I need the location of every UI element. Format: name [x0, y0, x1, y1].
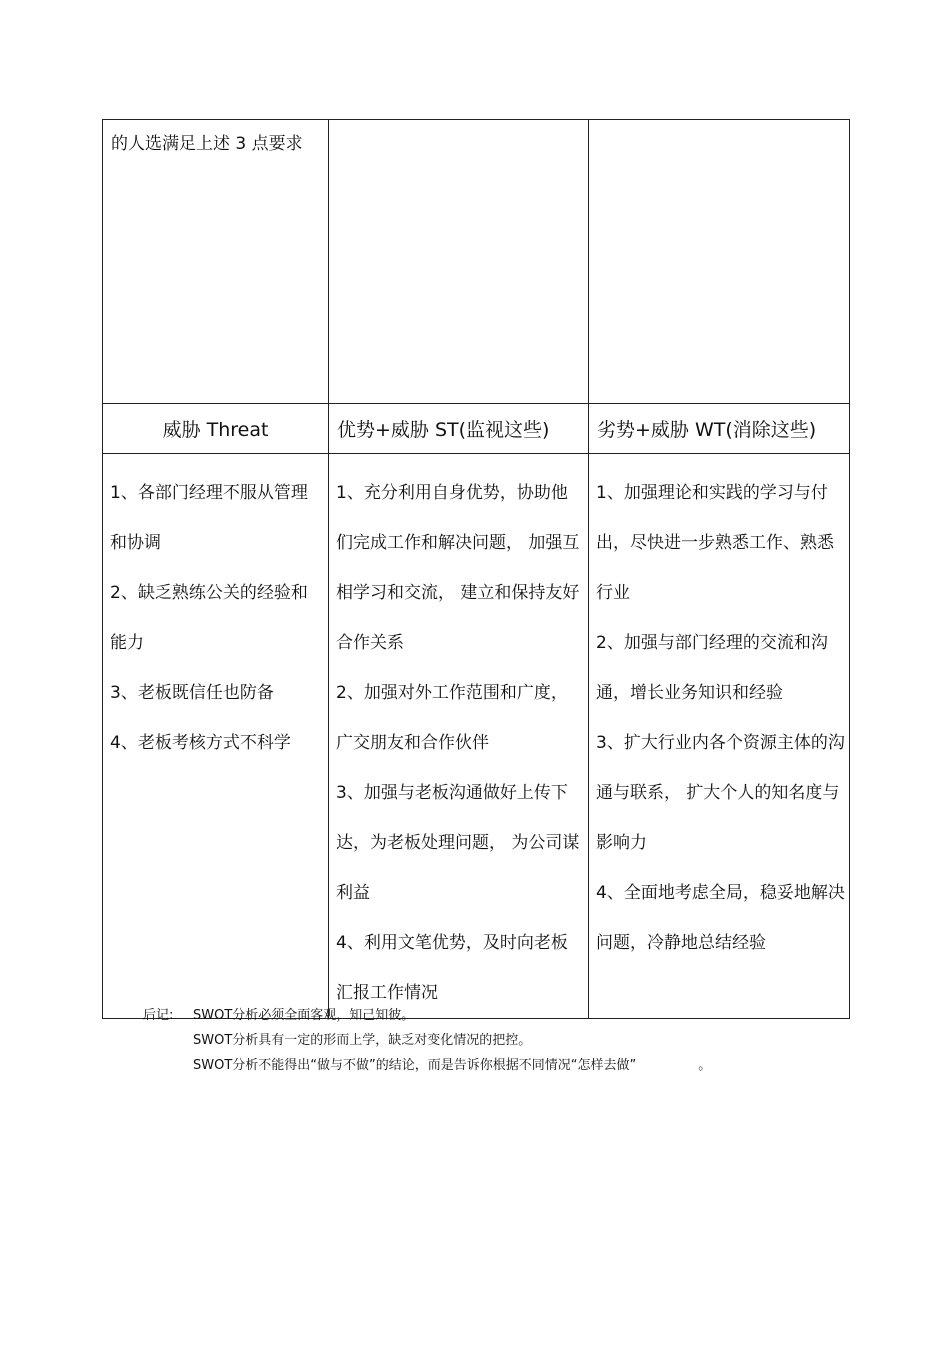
cell-top-col1: [103, 120, 329, 404]
table-header-row: [103, 404, 850, 454]
st-list: [329, 454, 588, 1018]
list-item: 3、加强与老板沟通做好上传下达，为老板处理问题， 为公司谋利益: [336, 783, 580, 903]
list-item: 1、各部门经理不服从管理和协调: [110, 483, 308, 553]
note-text: SWOT分析必须全面客观，知己知彼。: [193, 1008, 415, 1023]
list-item: 4、老板考核方式不科学: [110, 733, 291, 753]
note-line: [143, 1028, 711, 1053]
list-item: 2、加强与部门经理的交流和沟通，增长业务知识和经验: [596, 633, 828, 703]
continuation-text-col3: [589, 120, 849, 132]
wt-list: [589, 454, 849, 968]
list-item: 2、加强对外工作范围和广度，广交朋友和合作伙伴: [336, 683, 568, 753]
threats-list: [103, 454, 328, 768]
list-item: 3、老板既信任也防备: [110, 683, 274, 703]
note-line: [143, 1053, 711, 1078]
header-wt: 劣势+威胁 WT(消除这些): [597, 419, 817, 441]
header-threat: 威胁 Threat: [162, 419, 269, 441]
cell-top-col2: [329, 120, 589, 404]
wt-cell: [589, 454, 850, 1019]
table-body-row: [103, 454, 850, 1019]
header-cell-st: [329, 404, 589, 454]
cell-top-col3: [589, 120, 850, 404]
note-label-spacer: [143, 1053, 193, 1078]
note-text: SWOT分析不能得出“做与不做”的结论，而是告诉你根据不同情况“怎样去做”: [193, 1058, 637, 1073]
list-item: 2、缺乏熟练公关的经验和能力: [110, 583, 308, 653]
postscript-notes: [143, 1003, 711, 1078]
header-cell-wt: [589, 404, 850, 454]
list-item: 1、加强理论和实践的学习与付出，尽快进一步熟悉工作、熟悉行业: [596, 483, 834, 603]
note-text: SWOT分析具有一定的形而上学，缺乏对变化情况的把控。: [193, 1033, 532, 1048]
list-item: 3、扩大行业内各个资源主体的沟通与联系， 扩大个人的知名度与影响力: [596, 733, 845, 853]
note-line: [143, 1003, 711, 1028]
st-cell: [329, 454, 589, 1019]
list-item: 4、全面地考虑全局，稳妥地解决问题，冷静地总结经验: [596, 883, 845, 953]
continuation-text-col2: [329, 120, 588, 132]
table-row-continuation: [103, 120, 850, 404]
note-label: 后记:: [143, 1008, 174, 1023]
list-item: 4、利用文笔优势，及时向老板汇报工作情况: [336, 933, 568, 1003]
header-st: 优势+威胁 ST(监视这些): [337, 419, 550, 441]
note-period: 。: [698, 1058, 712, 1073]
threats-cell: [103, 454, 329, 1019]
continuation-text: 的人选满足上述 3 点要求: [111, 134, 303, 154]
note-label-spacer: [143, 1028, 193, 1053]
swot-table: [102, 119, 850, 1019]
list-item: 1、充分利用自身优势，协助他们完成工作和解决问题， 加强互相学习和交流， 建立和保持友好合作关系: [336, 483, 580, 653]
header-cell-threat: [103, 404, 329, 454]
